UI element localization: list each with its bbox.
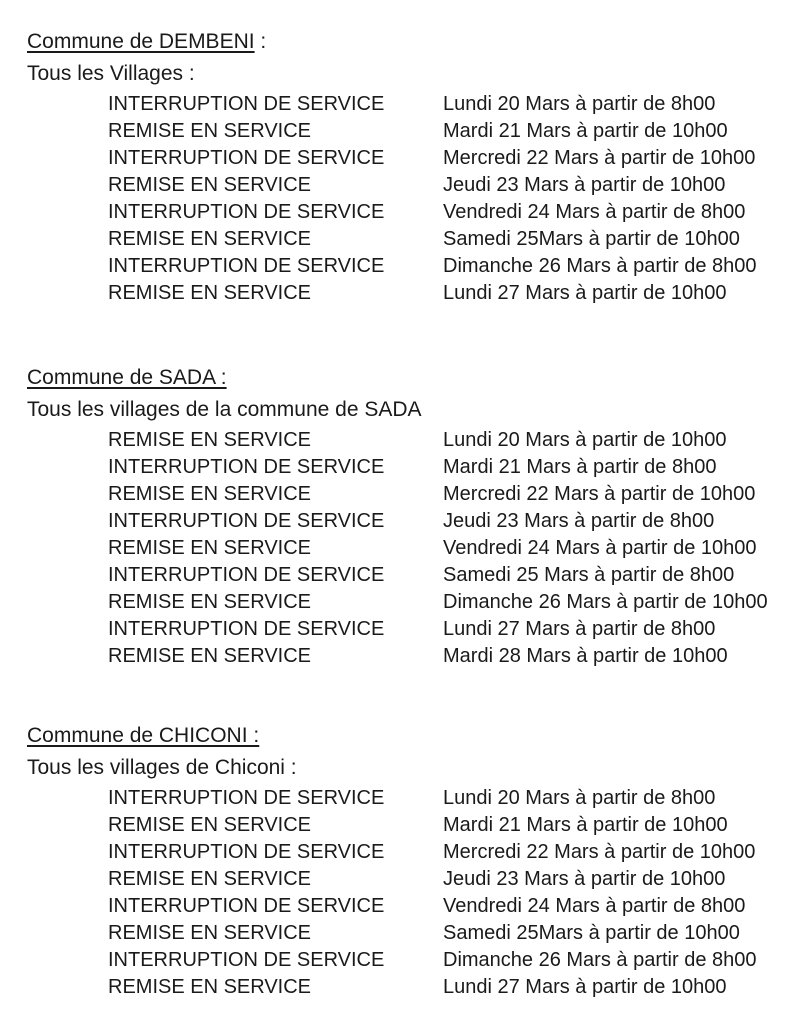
service-datetime: Lundi 20 Mars à partir de 8h00: [443, 93, 716, 115]
service-status-label: REMISE EN SERVICE: [108, 814, 312, 836]
schedule-row: [27, 481, 789, 508]
schedule-row: [27, 253, 789, 280]
service-status-label: INTERRUPTION DE SERVICE: [108, 949, 385, 971]
schedule-row: [27, 643, 789, 670]
service-status-label: REMISE EN SERVICE: [108, 645, 312, 667]
schedule-list-sada: [27, 427, 789, 670]
service-datetime: Samedi 25Mars à partir de 10h00: [443, 922, 740, 944]
service-datetime: Dimanche 26 Mars à partir de 8h00: [443, 255, 757, 277]
service-status-label: REMISE EN SERVICE: [108, 868, 312, 890]
schedule-row: [27, 454, 789, 481]
schedule-row: [27, 427, 789, 454]
service-status-label: REMISE EN SERVICE: [108, 228, 312, 250]
section-title-underlined: Commune de SADA :: [27, 366, 227, 389]
schedule-row: [27, 839, 789, 866]
schedule-row: [27, 947, 789, 974]
service-status-label: REMISE EN SERVICE: [108, 976, 312, 998]
service-status-label: INTERRUPTION DE SERVICE: [108, 456, 385, 478]
schedule-row: [27, 508, 789, 535]
service-datetime: Mercredi 22 Mars à partir de 10h00: [443, 841, 756, 863]
section-title-underlined: Commune de CHICONI :: [27, 724, 260, 747]
schedule-row: [27, 562, 789, 589]
service-status-label: INTERRUPTION DE SERVICE: [108, 841, 385, 863]
schedule-row: [27, 893, 789, 920]
service-status-label: INTERRUPTION DE SERVICE: [108, 255, 385, 277]
service-status-label: INTERRUPTION DE SERVICE: [108, 618, 385, 640]
section-subtitle: Tous les villages de la commune de SADA: [27, 398, 422, 421]
service-status-label: INTERRUPTION DE SERVICE: [108, 564, 385, 586]
service-datetime: Mardi 21 Mars à partir de 10h00: [443, 120, 728, 142]
service-datetime: Mardi 21 Mars à partir de 8h00: [443, 456, 717, 478]
service-datetime: Lundi 20 Mars à partir de 8h00: [443, 787, 716, 809]
schedule-row: [27, 172, 789, 199]
service-datetime: Dimanche 26 Mars à partir de 8h00: [443, 949, 757, 971]
schedule-row: [27, 535, 789, 562]
section-chiconi: [27, 722, 789, 1001]
section-subtitle: Tous les Villages :: [27, 62, 195, 85]
schedule-row: [27, 199, 789, 226]
service-datetime: Lundi 27 Mars à partir de 10h00: [443, 282, 727, 304]
schedule-row: [27, 280, 789, 307]
service-datetime: Vendredi 24 Mars à partir de 8h00: [443, 201, 746, 223]
service-datetime: Mercredi 22 Mars à partir de 10h00: [443, 483, 756, 505]
section-sada: [27, 364, 789, 670]
service-status-label: INTERRUPTION DE SERVICE: [108, 201, 385, 223]
service-datetime: Mardi 21 Mars à partir de 10h00: [443, 814, 728, 836]
schedule-row: [27, 920, 789, 947]
section-title-dembeni: [27, 28, 789, 55]
schedule-row: [27, 974, 789, 1001]
service-datetime: Lundi 27 Mars à partir de 8h00: [443, 618, 716, 640]
section-title-chiconi: [27, 722, 789, 749]
service-datetime: Jeudi 23 Mars à partir de 8h00: [443, 510, 715, 532]
schedule-row: [27, 616, 789, 643]
service-status-label: INTERRUPTION DE SERVICE: [108, 147, 385, 169]
section-dembeni: [27, 28, 789, 307]
service-status-label: REMISE EN SERVICE: [108, 429, 312, 451]
section-title-underlined: Commune de DEMBENI: [27, 30, 255, 53]
schedule-row: [27, 589, 789, 616]
service-status-label: REMISE EN SERVICE: [108, 174, 312, 196]
service-datetime: Lundi 27 Mars à partir de 10h00: [443, 976, 727, 998]
service-status-label: INTERRUPTION DE SERVICE: [108, 787, 385, 809]
service-status-label: REMISE EN SERVICE: [108, 922, 312, 944]
service-status-label: INTERRUPTION DE SERVICE: [108, 895, 385, 917]
service-datetime: Mercredi 22 Mars à partir de 10h00: [443, 147, 756, 169]
service-status-label: REMISE EN SERVICE: [108, 120, 312, 142]
service-status-label: INTERRUPTION DE SERVICE: [108, 93, 385, 115]
schedule-row: [27, 785, 789, 812]
service-status-label: REMISE EN SERVICE: [108, 282, 312, 304]
service-status-label: REMISE EN SERVICE: [108, 591, 312, 613]
service-datetime: Jeudi 23 Mars à partir de 10h00: [443, 174, 726, 196]
service-status-label: REMISE EN SERVICE: [108, 537, 312, 559]
schedule-list-chiconi: [27, 785, 789, 1001]
service-datetime: Vendredi 24 Mars à partir de 8h00: [443, 895, 746, 917]
schedule-row: [27, 812, 789, 839]
service-datetime: Dimanche 26 Mars à partir de 10h00: [443, 591, 768, 613]
schedule-row: [27, 118, 789, 145]
service-datetime: Samedi 25 Mars à partir de 8h00: [443, 564, 735, 586]
section-title-sada: [27, 364, 789, 391]
schedule-row: [27, 226, 789, 253]
service-datetime: Jeudi 23 Mars à partir de 10h00: [443, 868, 726, 890]
schedule-list-dembeni: [27, 91, 789, 307]
schedule-row: [27, 91, 789, 118]
service-status-label: INTERRUPTION DE SERVICE: [108, 510, 385, 532]
schedule-row: [27, 145, 789, 172]
service-datetime: Vendredi 24 Mars à partir de 10h00: [443, 537, 757, 559]
service-datetime: Mardi 28 Mars à partir de 10h00: [443, 645, 728, 667]
section-title-suffix: :: [254, 30, 267, 53]
section-subtitle: Tous les villages de Chiconi :: [27, 756, 297, 779]
service-datetime: Lundi 20 Mars à partir de 10h00: [443, 429, 727, 451]
service-datetime: Samedi 25Mars à partir de 10h00: [443, 228, 740, 250]
service-status-label: REMISE EN SERVICE: [108, 483, 312, 505]
schedule-row: [27, 866, 789, 893]
